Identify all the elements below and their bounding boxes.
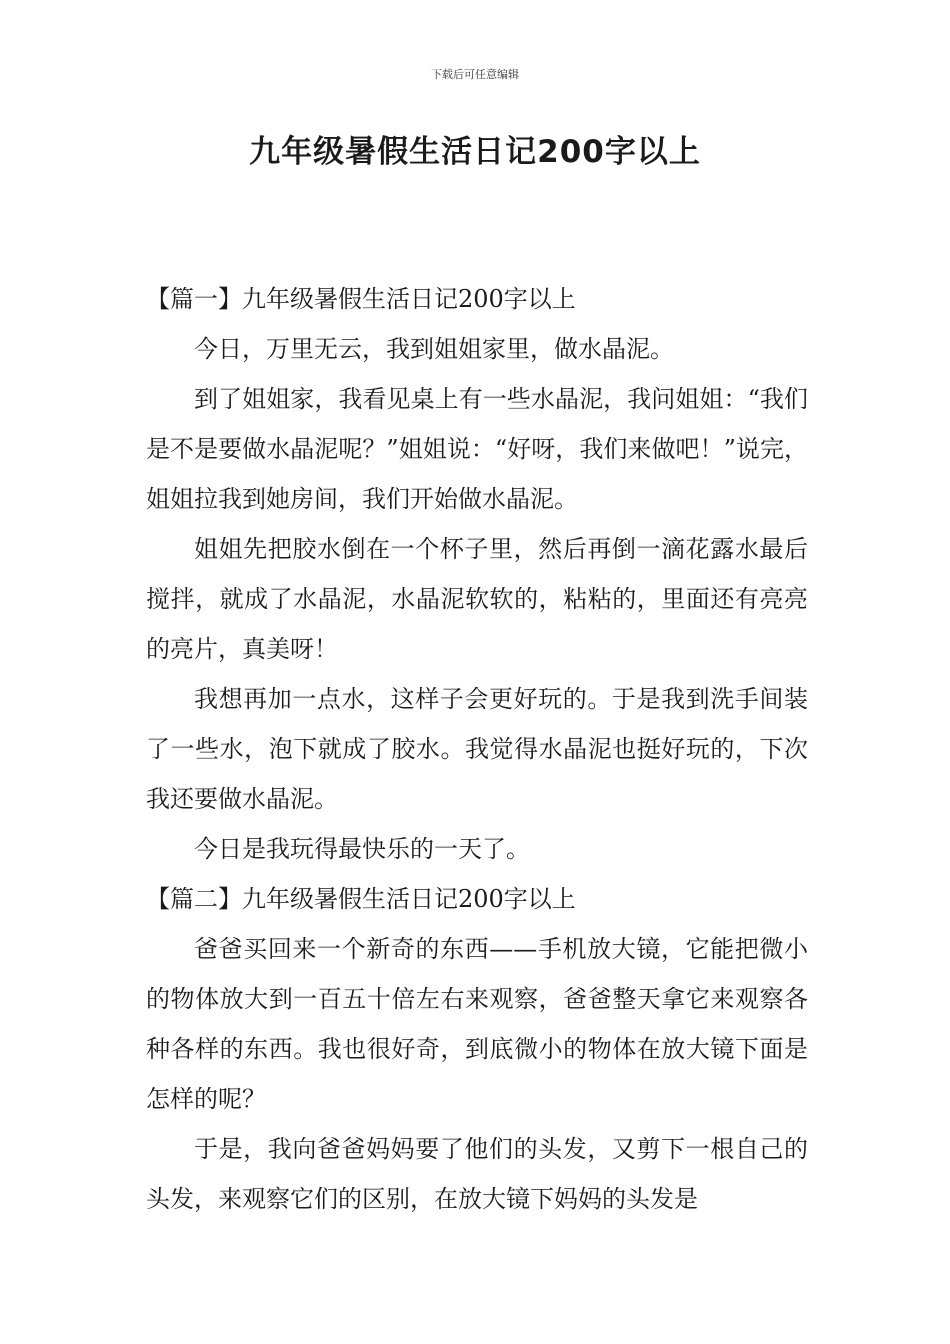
section-heading-1: 【篇一】九年级暑假生活日记200字以上	[146, 285, 576, 313]
paragraph: 于是，我向爸爸妈妈要了他们的头发，又剪下一根自己的头发，来观察它们的区别，在放大镜下妈妈的头发是	[146, 1135, 808, 1213]
section-heading-2: 【篇二】九年级暑假生活日记200字以上	[146, 885, 576, 913]
paragraph: 姐姐先把胶水倒在一个杯子里，然后再倒一滴花露水最后搅拌，就成了水晶泥，水晶泥软软的，粘粘的，里面还有亮亮的亮片，真美呀！	[146, 535, 808, 663]
header-note: 下载后可任意编辑	[431, 68, 519, 81]
paragraph: 今日，万里无云，我到姐姐家里，做水晶泥。	[194, 335, 674, 363]
document-body	[146, 274, 808, 1224]
paragraph: 到了姐姐家，我看见桌上有一些水晶泥，我问姐姐：“我们是不是要做水晶泥呢？”姐姐说：“好呀，我们来做吧！”说完，姐姐拉我到她房间，我们开始做水晶泥。	[146, 385, 808, 513]
document-title: 九年级暑假生活日记200字以上	[249, 134, 701, 170]
paragraph: 我想再加一点水，这样子会更好玩的。于是我到洗手间装了一些水，泡下就成了胶水。我觉得水晶泥也挺好玩的，下次我还要做水晶泥。	[146, 685, 808, 813]
paragraph: 爸爸买回来一个新奇的东西——手机放大镜，它能把微小的物体放大到一百五十倍左右来观察，爸爸整天拿它来观察各种各样的东西。我也很好奇，到底微小的物体在放大镜下面是怎样的呢？	[146, 935, 808, 1113]
paragraph: 今日是我玩得最快乐的一天了。	[194, 835, 530, 863]
